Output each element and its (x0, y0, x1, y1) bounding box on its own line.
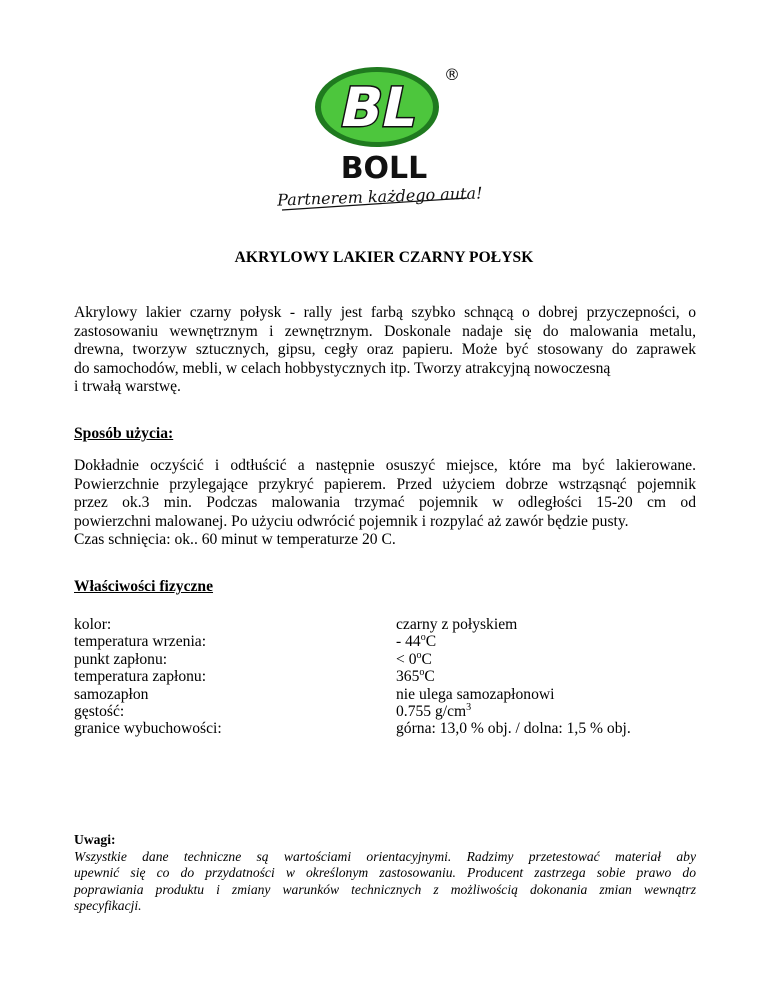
property-row (74, 703, 696, 720)
logo-brand-name: BOLL (340, 151, 428, 186)
document-title: AKRYLOWY LAKIER CZARNY POŁYSK (234, 249, 534, 266)
property-value: czarny z połyskiem (396, 616, 518, 633)
property-value: 0.755 $g/cm^3$ (396, 701, 472, 721)
properties-heading: Właściwości fizyczne (74, 578, 214, 595)
property-row (74, 668, 696, 685)
usage-line: Dokładnie oczyścić i odtłuścić a następnie osuszyć miejsce, które ma być lakierowane. (74, 457, 696, 474)
property-row (74, 651, 696, 668)
intro-line: i trwałą warstwę. (74, 378, 181, 396)
notes-line: specyfikacji. (74, 898, 142, 914)
notes-heading: Uwagi: (74, 832, 116, 847)
boll-logo (262, 62, 512, 222)
intro-line: do samochodów, mebli, w celach hobbystycznych itp. Tworzy atrakcyjną nowoczesną (74, 359, 611, 377)
usage-line: Czas schnięcia: ok.. 60 minut w temperaturze 20 C. (74, 531, 396, 549)
usage-line: przez ok.3 min. Podczas malowania trzymać pojemnik w odległości 15-20 cm od (74, 494, 696, 512)
property-label: kolor: (74, 616, 112, 633)
intro-line: drewna, tworzyw sztucznych, gipsu, cegły oraz papieru. Może być stosowany do zaprawek (74, 341, 696, 359)
boll-logo-graphic (262, 62, 512, 222)
property-value: - 44$^o$C (396, 632, 437, 651)
property-label: temperatura wrzenia: (74, 633, 207, 651)
property-row (74, 633, 696, 650)
property-value: nie ulega samozapłonowi (396, 685, 555, 703)
intro-line: zastosowaniu wewnętrznym i zewnętrznym. Doskonale nadaje się do malowania metalu, (74, 322, 696, 340)
property-value: 365$^o$C (396, 667, 435, 686)
properties-table (74, 616, 696, 738)
property-value: < $0^oC$ (396, 649, 432, 668)
property-row (74, 686, 696, 703)
property-value: górna: 13,0 % obj. / dolna: 1,5 % obj. (396, 720, 631, 738)
property-row (74, 720, 696, 737)
property-label: gęstość: (74, 703, 125, 721)
property-label: temperatura zapłonu: (74, 668, 207, 686)
property-row (74, 616, 696, 633)
notes-line: poprawiania produktu i zmiany warunków technicznych z możliwością dokonania zmian wewnątrz (74, 881, 696, 897)
usage-line: Powierzchnie przylegające przykryć papierem. Przed użyciem dobrze wstrząsnąć pojemnik (74, 475, 696, 493)
property-label: granice wybuchowości: (74, 720, 222, 738)
intro-paragraph (74, 304, 696, 397)
registered-mark: ® (444, 65, 460, 84)
intro-line: Akrylowy lakier czarny połysk - rally jest farbą szybko schnącą o dobrej przyczepności, o (74, 304, 696, 321)
logo-slogan: Partnerem każdego auta! (276, 183, 483, 210)
logo-monogram: BL (334, 75, 424, 139)
notes-line: Wszystkie dane techniczne są wartościami orientacyjnymi. Radzimy przetestować materiał aby (74, 849, 696, 864)
notes-paragraph (74, 849, 696, 915)
property-label: samozapłon (74, 685, 149, 703)
usage-paragraph (74, 457, 696, 550)
notes-line: upewnić się co do przydatności w określonym zastosowaniu. Producent zastrzega sobie prawo do (74, 865, 696, 881)
property-label: punkt zapłonu: (74, 650, 168, 668)
usage-heading: Sposób użycia: (74, 425, 174, 442)
usage-line: powierzchni malowanej. Po użyciu odwrócić pojemnik i rozpylać aż zawór będzie pusty. (74, 512, 629, 530)
